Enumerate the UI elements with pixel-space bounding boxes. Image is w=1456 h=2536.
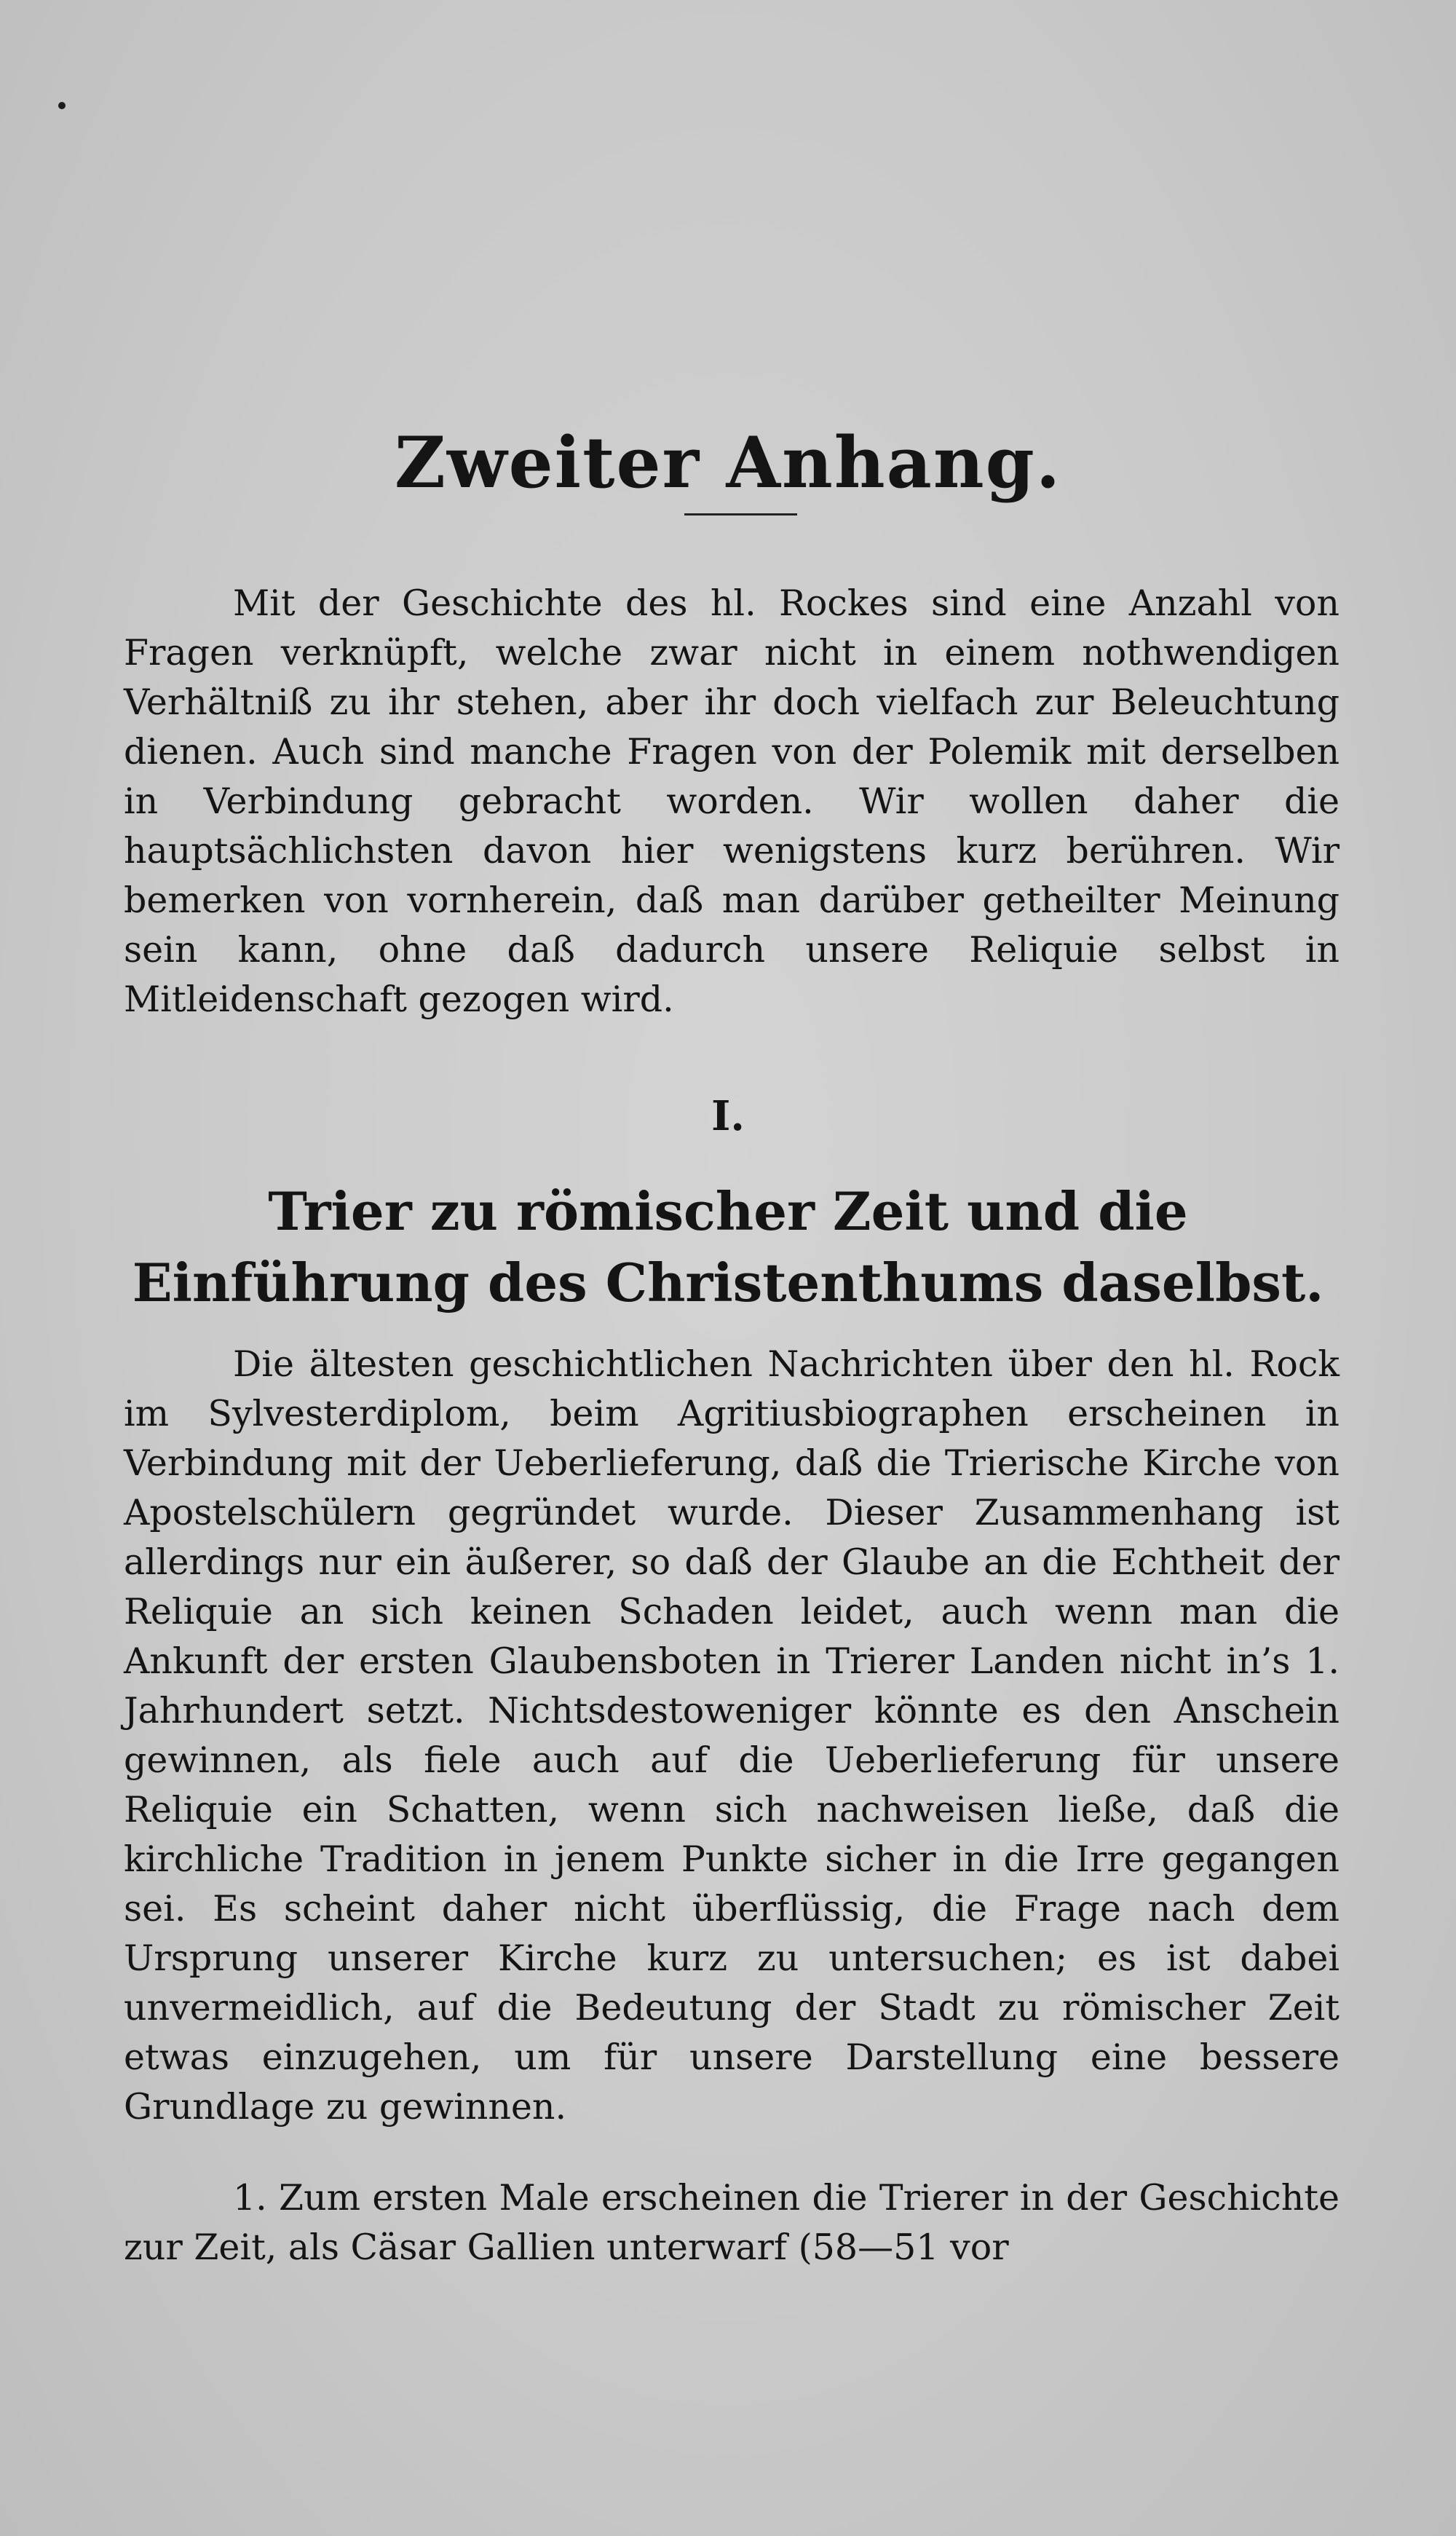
title-rule xyxy=(684,513,797,516)
body-paragraph-1: Die ältesten geschichtlichen Nachrichten über den hl. Rock im Sylvesterdiplom, beim Agritiusbiographen erscheinen in Verbindung mit der Ueberlieferung, daß die Trierische Kirche von Apostelschülern gegründet wurde. Dieser Zusammenhang ist allerdings nur ein äußerer, so daß der Glaube an die Echtheit der Reliquie an sich keinen Schaden leidet, auch wenn man die Ankunft der ersten Glaubensboten in Trierer Landen nicht in’s 1. Jahrhundert setzt. Nichtsdestoweniger könnte es den Anschein gewinnen, als fiele auch auf die Ueberlieferung für unsere Reliquie ein Schatten, wenn sich nachweisen ließe, daß die kirchliche Tradition in jenem Punkte sicher in die Irre gegangen sei. Es scheint daher nicht überflüssig, die Frage nach dem Ursprung unserer Kirche kurz zu untersuchen; es ist dabei unvermeidlich, auf die Bedeutung der Stadt zu römischer Zeit etwas einzugehen, um für unsere Darstellung eine bessere Grundlage zu gewinnen. xyxy=(124,1343,1340,2128)
body-paragraph-2: 1. Zum ersten Male erscheinen die Trierer in der Geschichte zur Zeit, als Cäsar Gallien unterwarf (58—51 vor xyxy=(124,2177,1340,2268)
section-title: Trier zu römischer Zeit und die Einführung des Christenthums daselbst. xyxy=(132,1180,1324,1314)
ink-dot xyxy=(58,102,66,109)
section-number: I. xyxy=(711,1092,745,1140)
intro-paragraph: Mit der Geschichte des hl. Rockes sind eine Anzahl von Fragen verknüpft, welche zwar nicht in einem nothwendigen Verhältniß zu ihr stehen, aber ihr doch vielfach zur Beleuchtung dienen. Auch sind manche Fragen von der Polemik mit derselben in Verbindung gebracht worden. Wir wollen daher die hauptsächlichsten davon hier wenigstens kurz berühren. Wir bemerken von vornherein, daß man darüber getheilter Meinung sein kann, ohne daß dadurch unsere Reliquie selbst in Mitleidenschaft gezogen wird. xyxy=(124,582,1340,1020)
appendix-title: Zweiter Anhang. xyxy=(394,422,1062,505)
